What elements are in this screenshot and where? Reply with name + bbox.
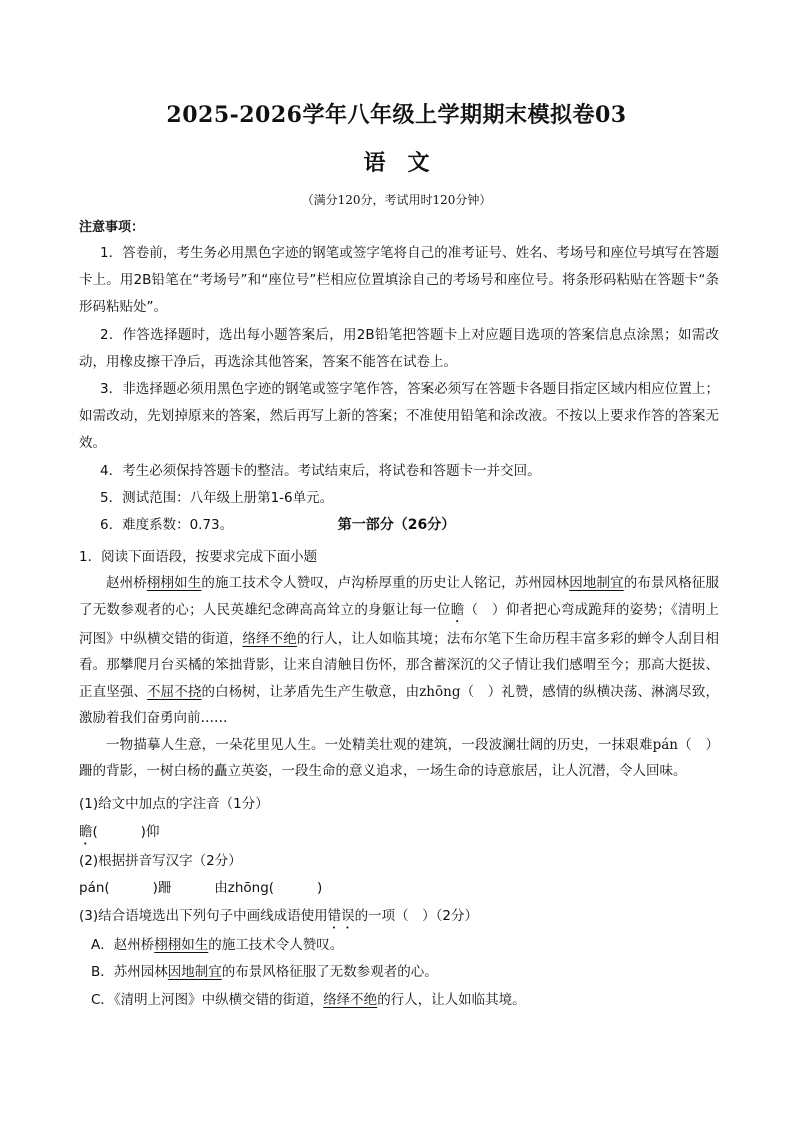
underlined-idiom: 不屈不挠 xyxy=(147,683,202,700)
notice-item: 5．测试范围：八年级上册第1-6单元。 xyxy=(100,489,334,506)
underlined-idiom: 栩栩如生 xyxy=(154,936,209,953)
text-run: 的布景风格征服了无数参观者的心；人民英雄纪念碑高高耸立的身躯让每一位 xyxy=(79,575,719,618)
dotted-char: 瞻 xyxy=(450,601,465,618)
notice-heading: 注意事项： xyxy=(79,220,145,235)
notice-item: 1．答卷前，考生务必用黑色字迹的钢笔或签字笔将自己的准考证号、姓名、考场号和座位号填写在答题卡上。用2B铅笔在“考场号”和“座位号”栏相应位置填涂自己的考场号和座位号。将条形码粘贴在答题卡“条形码粘贴处”。 xyxy=(79,245,719,316)
reading-passage xyxy=(79,570,719,785)
sub-question-1: (1)给文中加点的字注音（1分） xyxy=(79,796,269,812)
option-label: A． xyxy=(91,936,114,953)
exam-title: 2025-2026学年八年级上学期期末模拟卷03 xyxy=(166,102,627,128)
sub-question-2: (2)根据拼音写汉字（2分） xyxy=(79,852,242,869)
underlined-idiom: 栩栩如生 xyxy=(146,575,202,591)
dotted-word: 错误 xyxy=(327,907,355,924)
option-label: C． xyxy=(91,991,114,1008)
answer-line-2: pán( )跚 由zhōng( ) xyxy=(79,880,323,897)
text-run: 的行人，让人如临其境；法布尔笔下生命历程丰富多彩的蝉令人刮目相看。那攀爬月台买橘的笨拙背影，让来自清触目伤怀，那含蓄深沉的父子情让我们感喟至今；那高大挺拔、正直坚强、 xyxy=(79,630,720,700)
underlined-idiom: 因地制宜 xyxy=(167,964,222,981)
answer-blank: ( )仰 xyxy=(92,823,160,840)
text-run: （ ）仰者把心弯成跪拜的姿势；《清明上河图》中纵横交错的街道， xyxy=(79,601,720,647)
option-b xyxy=(79,959,719,987)
sub-question-3 xyxy=(79,903,719,932)
notice-list xyxy=(79,240,719,539)
text-run: 的施工技术令人赞叹，卢沟桥厚重的历史让人铭记，苏州园林 xyxy=(201,575,570,591)
text-run: 赵州桥 xyxy=(106,575,147,591)
question-1-prompt: 1．阅读下面语段，按要求完成下面小题 xyxy=(79,549,318,565)
text-run: 的施工技术令人赞叹。 xyxy=(208,936,344,953)
underlined-idiom: 因地制宜 xyxy=(569,575,624,591)
text-run: 的布景风格征服了无数参观者的心。 xyxy=(221,964,438,981)
subject-title: 语文 xyxy=(363,150,452,176)
text-run: 的一项（ ）（2分） xyxy=(354,907,478,924)
notice-item: 4．考生必须保持答题卡的整洁。考试结束后，将试卷和答题卡一并交回。 xyxy=(100,462,541,479)
text-run: 的白杨树，让茅盾先生产生敬意，由zhōng（ ）礼赞，感情的纵横决荡、淋漓尽致，激励着我们奋勇向前…… xyxy=(79,683,720,726)
answer-line-1 xyxy=(79,819,719,848)
passage-paragraph-2: 一物描摹人生意，一朵花里见人生。一处精美壮观的建筑，一段波澜壮阔的历史，一抹艰难pán（ ）跚的背影，一树白杨的矗立英姿，一段生命的意义追求，一场生命的诗意旅居，让人沉潜，令人回味。 xyxy=(79,736,719,779)
text-run: (3)结合语境选出下列句子中画线成语使用 xyxy=(79,907,328,924)
notice-item: 2．作答选择题时，选出每小题答案后，用2B铅笔把答题卡上对应题目选项的答案信息点涂黑；如需改动，用橡皮擦干净后，再选涂其他答案，答案不能答在试卷上。 xyxy=(79,326,719,370)
text-run: 赵州桥 xyxy=(113,936,155,953)
part-heading: 第一部分（26分） xyxy=(337,517,456,533)
notice-item: 3．非选择题必须用黑色字迹的钢笔或签字笔作答，答案必须写在答题卡各题目指定区域内相应位置上；如需改动，先划掉原来的答案，然后再写上新的答案；不准使用铅笔和涂改液。不按以上要求作答的答案无效。 xyxy=(79,381,719,452)
exam-meta: （满分120分，考试用时120分钟） xyxy=(301,193,492,207)
sub-questions xyxy=(79,791,719,1015)
passage-paragraph-1 xyxy=(79,570,719,732)
notice-item: 6．难度系数：0.73。 xyxy=(100,517,234,534)
dotted-char: 瞻 xyxy=(79,823,93,840)
option-label: B． xyxy=(91,964,114,981)
text-run: 苏州园林 xyxy=(113,964,168,981)
option-c xyxy=(79,987,719,1015)
underlined-idiom: 络绎不绝 xyxy=(242,630,297,647)
text-run: 的行人，让人如临其境。 xyxy=(377,991,526,1008)
underlined-idiom: 络绎不绝 xyxy=(323,991,378,1008)
text-run: 《清明上河图》中纵横交错的街道， xyxy=(113,991,324,1008)
option-a xyxy=(79,932,719,960)
